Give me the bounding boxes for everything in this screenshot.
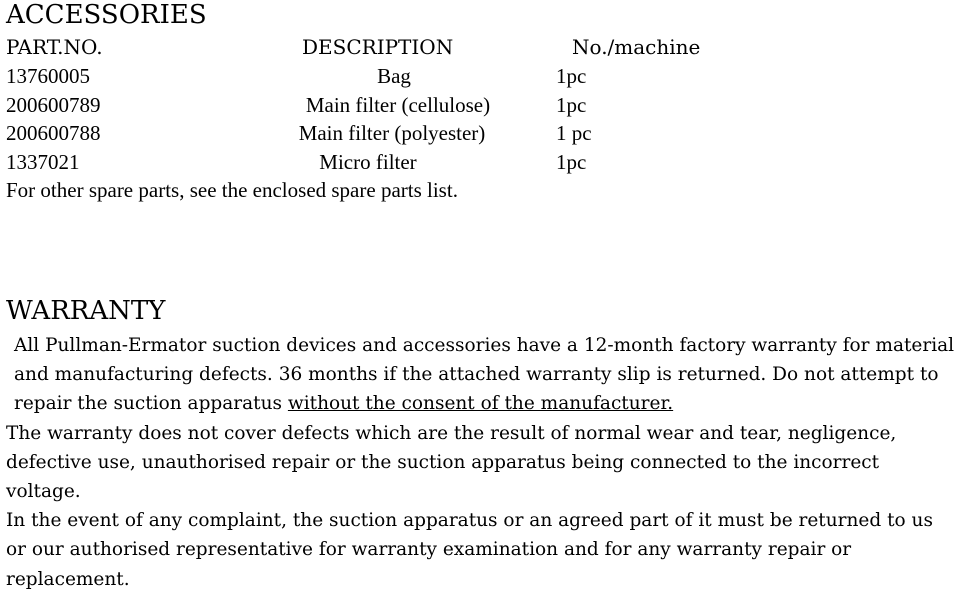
warranty-text — [6, 331, 958, 594]
accessories-heading: ACCESSORIES — [6, 0, 207, 30]
table-row-description: Micro filter — [319, 150, 417, 174]
table-row-qty: 1pc — [556, 93, 587, 117]
warranty-paragraph-coverage — [6, 331, 958, 419]
warranty-paragraph-exclusions: The warranty does not cover defects which are the result of normal wear and tear, negligence, defective use, unauthorised repair or the suction apparatus being connected to the incorrect voltage. — [6, 422, 897, 503]
table-row-description: Main filter (polyester) — [298, 121, 486, 145]
table-row-qty: 1 pc — [556, 121, 592, 145]
table-row-description: Main filter (cellulose) — [305, 93, 491, 117]
table-row-part-no: 200600789 — [6, 93, 101, 117]
warranty-coverage-text: All Pullman-Ermator suction devices and accessories have a 12-month factory warranty for material and manufacturing defects. 36 months if the attached warranty slip is returned. Do not attempt to repair the suction apparatus — [14, 335, 955, 415]
column-header-description: DESCRIPTION — [302, 35, 454, 59]
table-row-qty: 1pc — [556, 150, 587, 174]
warranty-heading: WARRANTY — [6, 296, 166, 326]
column-header-per-machine: No./machine — [572, 35, 701, 59]
spare-parts-note: For other spare parts, see the enclosed spare parts list. — [6, 178, 458, 202]
manufacturer-consent-text: without the consent of the manufacturer. — [287, 393, 674, 415]
table-row-part-no: 13760005 — [6, 64, 90, 88]
table-row-part-no: 200600788 — [6, 121, 101, 145]
table-row-part-no: 1337021 — [6, 150, 80, 174]
warranty-paragraph-complaints: In the event of any complaint, the suction apparatus or an agreed part of it must be returned to us or our authorised representative for warranty examination and for any warranty repair or replacement. — [6, 510, 933, 590]
table-row-qty: 1pc — [556, 64, 587, 88]
column-header-part-no: PART.NO. — [6, 35, 103, 59]
table-row-description: Bag — [377, 64, 411, 88]
